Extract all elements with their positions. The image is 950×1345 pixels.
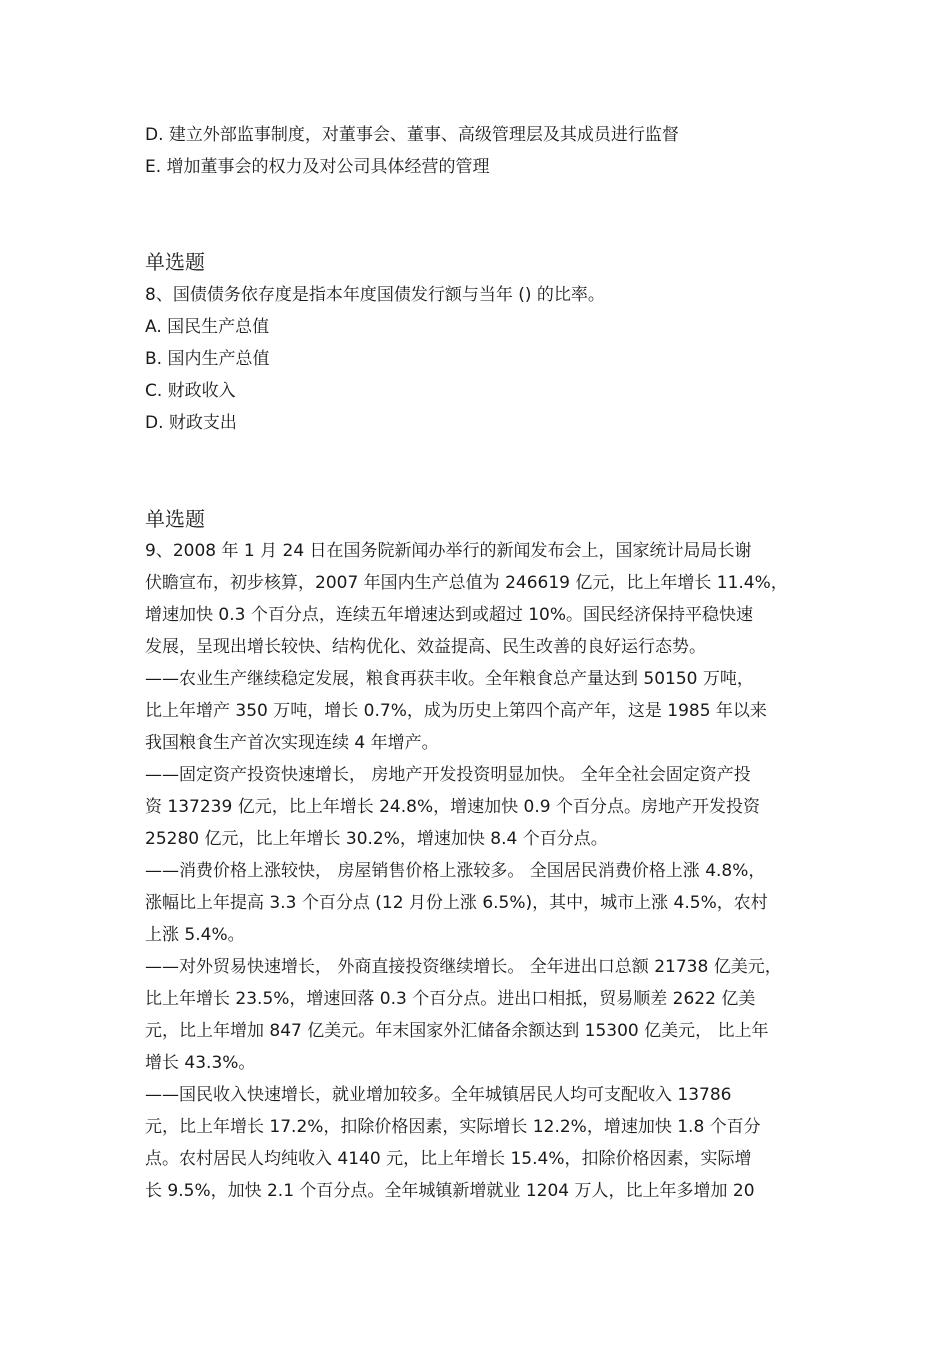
q9-line: 增长 43.3%。 xyxy=(145,1053,256,1073)
q8-option-c: C. 财政收入 xyxy=(145,381,236,401)
q9-line: 点。农村居民人均纯收入 4140 元，比上年增长 15.4%，扣除价格因素，实际增 xyxy=(145,1149,752,1169)
q9-line: 长 9.5%，加快 2.1 个百分点。全年城镇新增就业 1204 万人，比上年多增加 20 xyxy=(145,1181,755,1201)
q9-line: ——消费价格上涨较快， 房屋销售价格上涨较多。 全国居民消费价格上涨 4.8%， xyxy=(145,861,766,881)
q9-line: 25280 亿元，比上年增长 30.2%，增速加快 8.4 个百分点。 xyxy=(145,829,608,849)
q9-line: ——对外贸易快速增长， 外商直接投资继续增长。 全年进出口总额 21738 亿美元， xyxy=(145,957,782,977)
q9-line: ——国民收入快速增长，就业增加较多。全年城镇居民人均可支配收入 13786 xyxy=(145,1085,732,1105)
q9-line: 比上年增产 350 万吨，增长 0.7%，成为历史上第四个高产年，这是 1985 年以来 xyxy=(145,701,767,721)
option-e-prev: E. 增加董事会的权力及对公司具体经营的管理 xyxy=(145,157,490,177)
q9-line: 上涨 5.4%。 xyxy=(145,925,245,945)
q8-option-b: B. 国内生产总值 xyxy=(145,349,270,369)
q9-line: 资 137239 亿元，比上年增长 24.8%，增速加快 0.9 个百分点。房地产开发投资 xyxy=(145,797,760,817)
q9-line: 元，比上年增长 17.2%，扣除价格因素，实际增长 12.2%，增速加快 1.8 个百分 xyxy=(145,1117,761,1137)
q9-line: 发展，呈现出增长较快、结构优化、效益提高、民生改善的良好运行态势。 xyxy=(145,637,706,657)
q9-line: 增速加快 0.3 个百分点，连续五年增速达到或超过 10%。国民经济保持平稳快速 xyxy=(145,605,754,625)
q8-type-heading: 单选题 xyxy=(145,250,205,274)
q9-line: ——固定资产投资快速增长， 房地产开发投资明显加快。 全年全社会固定资产投 xyxy=(145,765,751,785)
q9-line: 元，比上年增加 847 亿美元。年末国家外汇储备余额达到 15300 亿美元， 比上年 xyxy=(145,1021,769,1041)
q9-line: 9、2008 年 1 月 24 日在国务院新闻办举行的新闻发布会上，国家统计局局长谢 xyxy=(145,541,752,561)
q9-line: ——农业生产继续稳定发展，粮食再获丰收。全年粮食总产量达到 50150 万吨， xyxy=(145,669,754,689)
q9-line: 我国粮食生产首次实现连续 4 年增产。 xyxy=(145,733,439,753)
q9-line: 伏瞻宣布，初步核算，2007 年国内生产总值为 246619 亿元，比上年增长 11.4%， xyxy=(145,573,788,593)
q9-type-heading: 单选题 xyxy=(145,507,205,531)
q8-option-d: D. 财政支出 xyxy=(145,413,237,433)
q8-stem: 8、国债债务依存度是指本年度国债发行额与当年 () 的比率。 xyxy=(145,285,605,305)
q9-line: 比上年增长 23.5%，增速回落 0.3 个百分点。进出口相抵，贸易顺差 2622 亿美 xyxy=(145,989,756,1009)
option-d-prev: D. 建立外部监事制度，对董事会、董事、高级管理层及其成员进行监督 xyxy=(145,125,679,145)
q8-option-a: A. 国民生产总值 xyxy=(145,317,270,337)
q9-line: 涨幅比上年提高 3.3 个百分点 (12 月份上涨 6.5%)，其中，城市上涨 4.5%，农村 xyxy=(145,893,768,913)
